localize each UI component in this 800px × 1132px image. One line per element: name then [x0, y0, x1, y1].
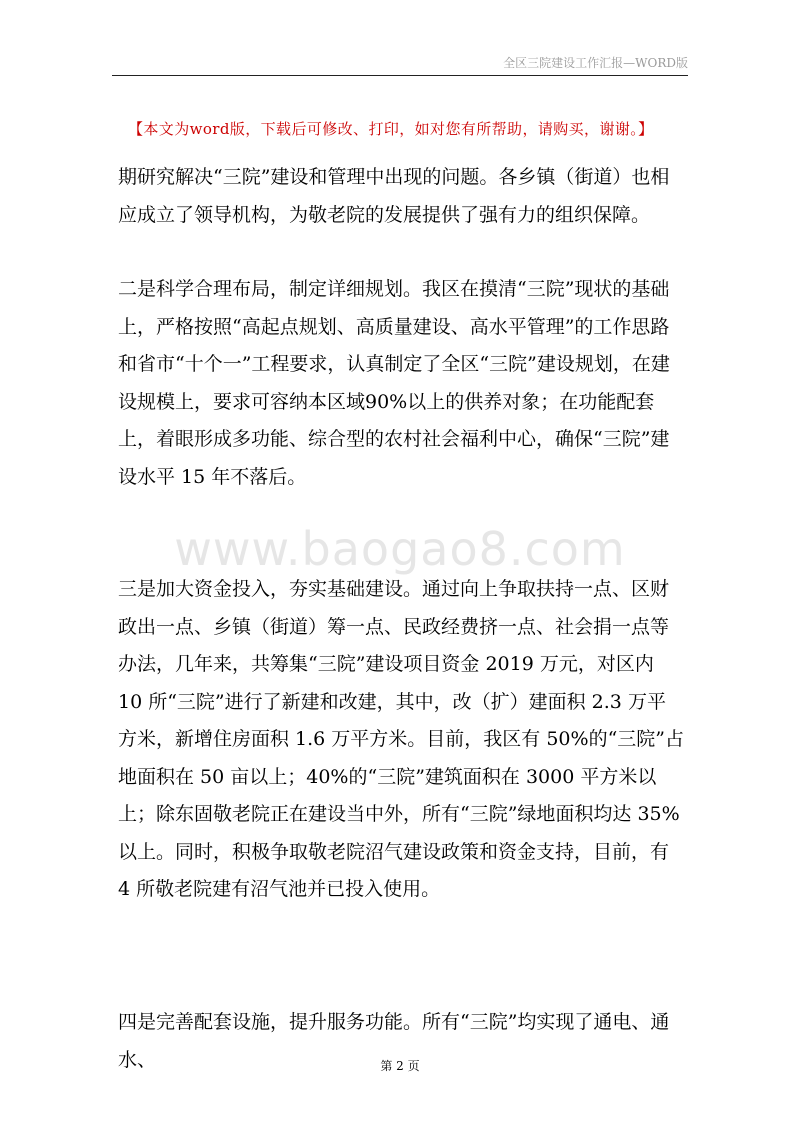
- paragraph-2: [118, 271, 684, 496]
- paragraph-3-text: 三是加大资金投入，夯实基础建设。通过向上争取扶持一点、区财政出一点、乡镇（街道）筹一点、民政经费挤一点、社会捐一点等办法，几年来，共筹集“三院”建设项目资金 2019 万元，对区内 10 所“三院”进行了新建和改建，其中，改（扩）建面积 2.3 万平方米，新增住房面积 1.6 万平方米。目前，我区有 50%的“三院”占地面积在 50 亩以上；40%的“三院”建筑面积在 3000 平方米以上；除东固敬老院正在建设当中外，所有“三院”绿地面积均达 35%以上。同时，积极争取敬老院沼气建设政策和资金支持，目前，有 4 所敬老院建有沼气池并已投入使用。: [118, 578, 684, 900]
- paragraph-4-text: 四是完善配套设施，提升服务功能。所有“三院”均实现了通电、通水、: [118, 1011, 670, 1071]
- header-divider: [112, 75, 688, 76]
- page-number: 第 2 页: [380, 1059, 420, 1073]
- paragraph-3: [118, 571, 684, 909]
- paragraph-2-text: 二是科学合理布局，制定详细规划。我区在摸清“三院”现状的基础上，严格按照“高起点规划、高质量建设、高水平管理”的工作思路和省市“十个一”工程要求，认真制定了全区“三院”建设规划，在建设规模上，要求可容纳本区域90%以上的供养对象；在功能配套上，着眼形成多功能、综合型的农村社会福利中心，确保“三院”建设水平 15 年不落后。: [118, 278, 670, 488]
- paragraph-1: [118, 159, 684, 234]
- page-header-title: 全区三院建设工作汇报—WORD版: [503, 56, 688, 70]
- download-notice: 【本文为word版，下载后可修改、打印，如对您有所帮助，请购买，谢谢。】: [128, 120, 654, 138]
- watermark: www.baogao8.com: [174, 522, 626, 576]
- paragraph-1-text: 期研究解决“三院”建设和管理中出现的问题。各乡镇（街道）也相应成立了领导机构，为敬老院的发展提供了强有力的组织保障。: [118, 166, 670, 226]
